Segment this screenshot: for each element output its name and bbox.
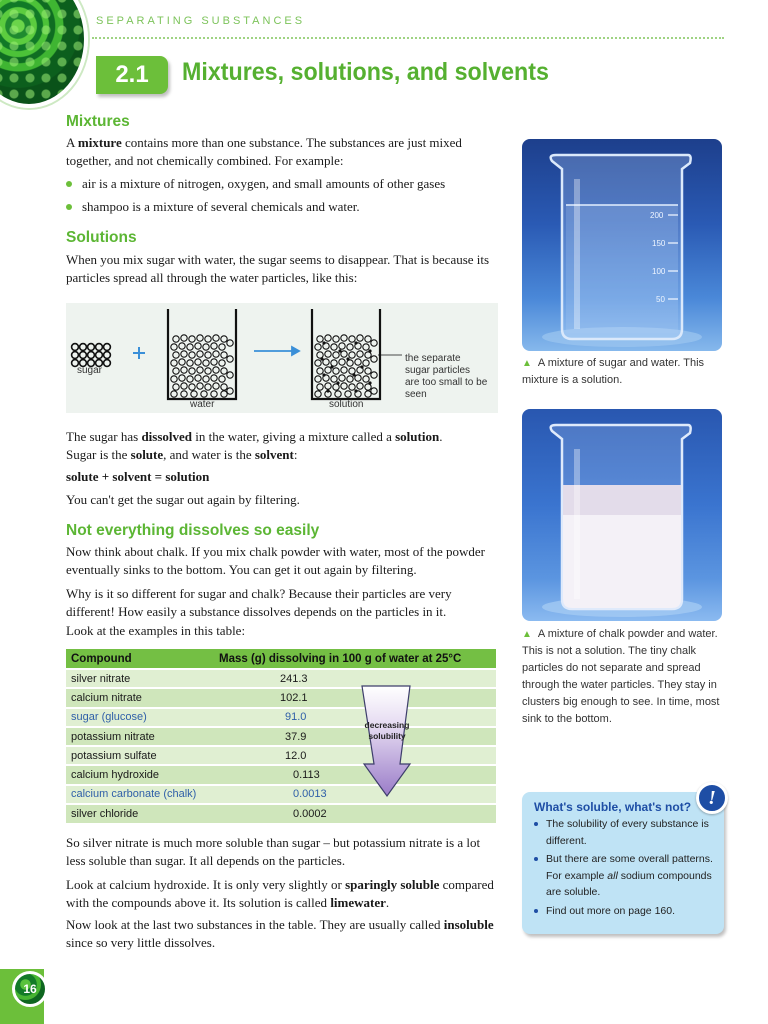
bullet-icon [66,181,72,187]
beaker-mark: 50 [656,295,665,304]
info-box-list [532,816,714,919]
heading-solutions: Solutions [66,229,137,246]
beaker-mark: 150 [652,239,666,248]
table-row [66,669,496,688]
chalk-paragraph: Now think about chalk. If you mix chalk powder with water, most of the powder eventually sinks to the bottom. You can get it out again by filtering. [66,544,485,577]
dissolving-diagram [66,303,498,413]
mixtures-bullet-1: air is a mixture of nitrogen, oxygen, and small amounts of other gases [66,175,445,192]
chapter-label: SEPARATING SUBSTANCES [96,15,306,27]
sugar-particles [72,344,111,367]
column-header-mass: Mass (g) dissolving in 100 g of water at 25°C [214,649,496,669]
chalk-mixture-photo [522,409,722,621]
exclamation-icon: ! [696,782,728,814]
beaker-mark: 200 [650,211,664,220]
table-row [66,688,496,707]
chapter-corner-image [0,0,88,108]
compound-name: calcium nitrate [66,688,214,707]
mass-value: 0.113 [214,765,496,784]
mass-value: 0.0002 [214,804,496,823]
mass-value: 0.0013 [214,785,496,804]
column-header-compound: Compound [66,649,214,669]
compound-name: calcium carbonate (chalk) [66,785,214,804]
comparison-summary: So silver nitrate is much more soluble than sugar – but potassium nitrate is a lot less soluble than sugar. It all depends on the particles. [66,835,481,868]
sugar-solution-photo [522,139,722,351]
solution-beaker [312,309,402,399]
calcium-hydroxide-paragraph: Look at calcium hydroxide. It is only very slightly or sparingly soluble compared with the compounds above it. Its solution is called limewater. [66,877,494,910]
page-title: Mixtures, solutions, and solvents [182,58,549,86]
solubility-table [66,649,496,823]
water-beaker [168,309,236,399]
bullet-icon [66,204,72,210]
heading-mixtures: Mixtures [66,113,130,130]
comparison-paragraph: Why is it so different for sugar and chalk? Because their particles are very different! How easily a substance dissolves depends on the particles in it. [66,586,452,619]
header-divider [92,37,724,39]
beaker-mark: 100 [652,267,666,276]
sugar-label: sugar [77,365,103,376]
heading-not-everything: Not everything dissolves so easily [66,522,320,539]
water-label: water [190,399,215,410]
solutions-paragraph-1: When you mix sugar with water, the sugar seems to disappear. That is because its particles spread all through the water particles, like this: [66,252,490,285]
section-number-badge: 2.1 [96,56,168,94]
compound-name: potassium sulfate [66,746,214,765]
table-row [66,804,496,823]
arrow-icon [254,347,299,355]
caption-chalk-mixture: ▲ A mixture of chalk powder and water. This is not a solution. The tiny chalk particles do not separate and spread through the water particles. They stay in clusters big enough to see. In time, most sink to the bottom. [522,628,720,725]
solutions-paragraph-3: Sugar is the solute, and water is the solvent: [66,447,298,462]
mass-value: 102.1 [214,688,496,707]
triangle-icon: ▲ [522,629,532,640]
table-intro: Look at the examples in this table: [66,623,246,638]
filtering-note: You can't get the sugar out again by filtering. [66,492,300,507]
mass-value: 37.9 [214,727,496,746]
caption-sugar-solution: ▲ A mixture of sugar and water. This mixture is a solution. [522,357,705,386]
solution-label: solution [329,399,364,410]
solution-equation: solute + solvent = solution [66,469,210,484]
particles-note: the separate sugar particles are too small to be seen [405,353,488,400]
page-number: 16 [12,971,48,1007]
table-row [66,746,496,765]
solutions-paragraph-2: The sugar has dissolved in the water, giving a mixture called a solution. [66,429,443,444]
mixtures-paragraph: A mixture contains more than one substance. The substances are just mixed together, and not chemically combined. For example: [66,135,462,168]
table-header-row [66,649,496,669]
mass-value: 91.0 [214,708,496,727]
info-item: The solubility of every substance is different. [532,816,714,849]
compound-name: silver chloride [66,804,214,823]
triangle-icon: ▲ [522,358,532,369]
compound-name: potassium nitrate [66,727,214,746]
table-row [66,708,496,727]
compound-name: silver nitrate [66,669,214,688]
info-box-title: What's soluble, what's not? [534,800,692,814]
mass-value: 241.3 [214,669,496,688]
table-row [66,765,496,784]
compound-name: calcium hydroxide [66,765,214,784]
table-row [66,785,496,804]
mixtures-bullet-2: shampoo is a mixture of several chemicals and water. [66,198,360,215]
info-item: Find out more on page 160. [532,903,714,920]
mass-value: 12.0 [214,746,496,765]
compound-name: sugar (glucose) [66,708,214,727]
plus-icon [133,347,145,359]
table-row [66,727,496,746]
insoluble-paragraph: Now look at the last two substances in the table. They are usually called insoluble since so very little dissolves. [66,917,494,950]
info-box [522,792,724,934]
arrow-label: decreasing solubility [364,720,410,741]
info-item: But there are some overall patterns. For example all sodium compounds are soluble. [532,851,714,901]
